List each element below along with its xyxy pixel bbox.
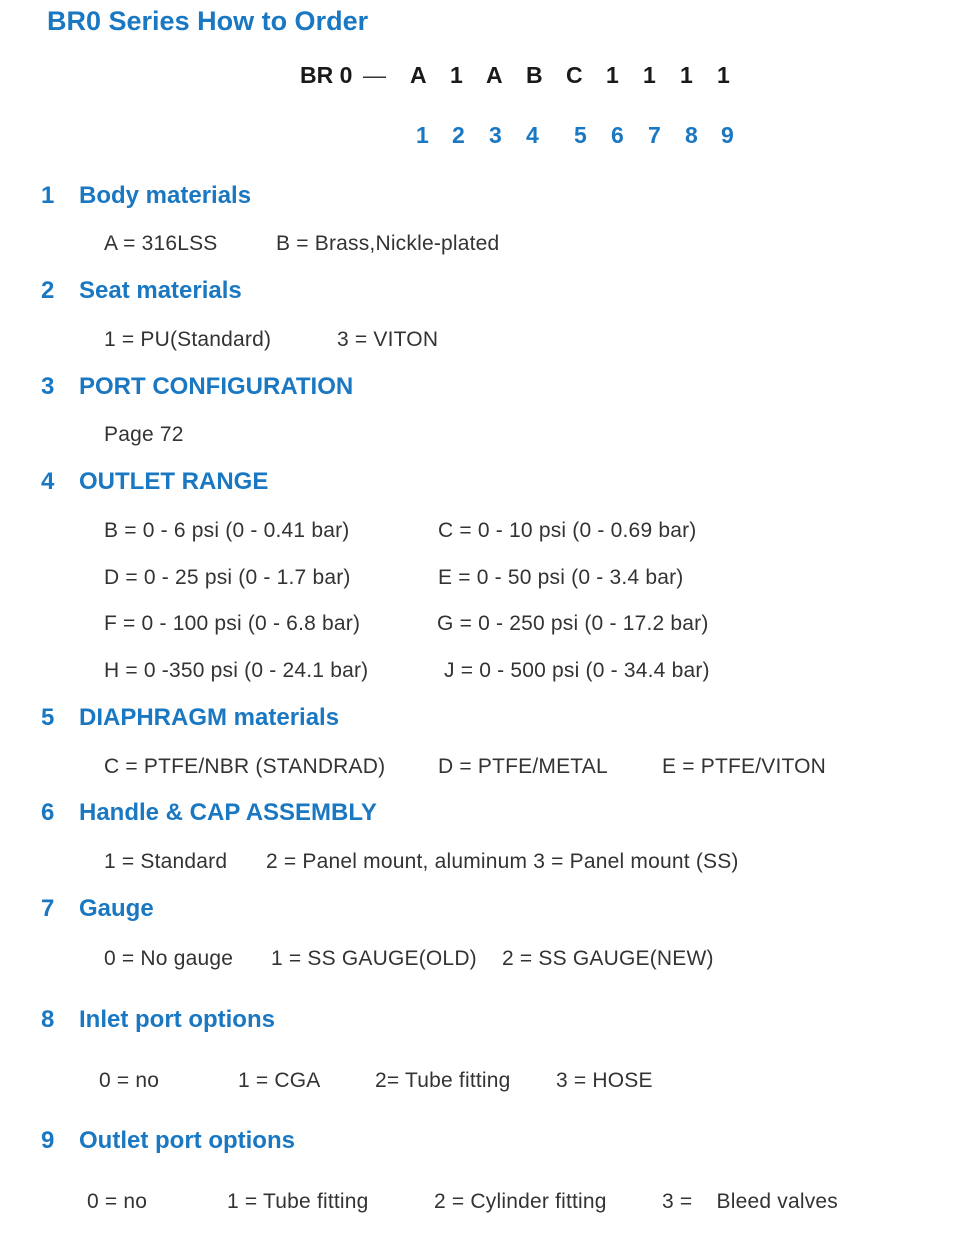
option-item: 2 = SS GAUGE(NEW)	[502, 947, 714, 970]
section-number: 7	[41, 895, 55, 922]
option-item: B = Brass,Nickle-plated	[276, 232, 500, 255]
option-item: 2 = Panel mount, aluminum 3 = Panel mount (SS)	[266, 850, 739, 873]
section-number: 1	[41, 182, 55, 209]
option-item: 1 = CGA	[238, 1069, 321, 1092]
section-number: 8	[41, 1006, 55, 1033]
section-title-handle-cap-assembly: Handle & CAP ASSEMBLY	[79, 799, 377, 826]
option-item: D = 0 - 25 psi (0 - 1.7 bar)	[104, 566, 351, 589]
code-letter-5: C	[566, 62, 583, 88]
section-title-outlet-port-options: Outlet port options	[79, 1127, 295, 1154]
section-number: 6	[41, 799, 55, 826]
code-position-8: 8	[685, 122, 698, 148]
code-letter-4: B	[526, 62, 543, 88]
option-item: 1 = Tube fitting	[227, 1190, 369, 1213]
section-number: 5	[41, 704, 55, 731]
code-position-4: 4	[526, 122, 539, 148]
section-number: 2	[41, 277, 55, 304]
option-item: 2 = Cylinder fitting	[434, 1190, 607, 1213]
option-item: 3 = Bleed valves	[662, 1190, 838, 1213]
code-position-7: 7	[648, 122, 661, 148]
section-number: 3	[41, 373, 55, 400]
option-item: 0 = No gauge	[104, 947, 234, 970]
section-number: 9	[41, 1127, 55, 1154]
code-letter-3: A	[486, 62, 503, 88]
code-position-2: 2	[452, 122, 465, 148]
code-position-5: 5	[574, 122, 587, 148]
code-position-9: 9	[721, 122, 734, 148]
option-item: H = 0 -350 psi (0 - 24.1 bar)	[104, 659, 369, 682]
option-item: 1 = PU(Standard)	[104, 328, 272, 351]
code-position-3: 3	[489, 122, 502, 148]
option-item: 0 = no	[87, 1190, 148, 1213]
section-title-port-configuration: PORT CONFIGURATION	[79, 373, 354, 400]
option-item: 1 = SS GAUGE(OLD)	[271, 947, 477, 970]
option-item: E = 0 - 50 psi (0 - 3.4 bar)	[438, 566, 684, 589]
option-item: C = PTFE/NBR (STANDRAD)	[104, 755, 386, 778]
option-item: J = 0 - 500 psi (0 - 34.4 bar)	[444, 659, 710, 682]
section-title-body-materials: Body materials	[79, 182, 252, 209]
option-item: C = 0 - 10 psi (0 - 0.69 bar)	[438, 519, 697, 542]
option-item: 3 = VITON	[337, 328, 439, 351]
code-letter-7: 1	[643, 62, 656, 88]
option-item: Page 72	[104, 423, 184, 446]
section-title-gauge: Gauge	[79, 895, 154, 922]
option-item: F = 0 - 100 psi (0 - 6.8 bar)	[104, 612, 361, 635]
code-prefix: BR 0	[300, 62, 353, 88]
option-item: 1 = Standard	[104, 850, 228, 873]
section-number: 4	[41, 468, 55, 495]
code-letter-6: 1	[606, 62, 619, 88]
code-letter-9: 1	[717, 62, 730, 88]
option-item: 2= Tube fitting	[375, 1069, 511, 1092]
option-item: A = 316LSS	[104, 232, 218, 255]
option-item: G = 0 - 250 psi (0 - 17.2 bar)	[437, 612, 709, 635]
code-letter-8: 1	[680, 62, 693, 88]
option-item: B = 0 - 6 psi (0 - 0.41 bar)	[104, 519, 350, 542]
section-title-inlet-port-options: Inlet port options	[79, 1006, 275, 1033]
option-item: D = PTFE/METAL	[438, 755, 608, 778]
section-title-outlet-range: OUTLET RANGE	[79, 468, 269, 495]
option-item: 0 = no	[99, 1069, 160, 1092]
option-item: E = PTFE/VITON	[662, 755, 827, 778]
section-title-seat-materials: Seat materials	[79, 277, 242, 304]
page-title: BR0 Series How to Order	[47, 6, 369, 36]
code-position-6: 6	[611, 122, 624, 148]
section-title-diaphragm-materials: DIAPHRAGM materials	[79, 704, 340, 731]
option-item: 3 = HOSE	[556, 1069, 653, 1092]
code-letter-2: 1	[450, 62, 463, 88]
code-letter-1: A	[410, 62, 427, 88]
code-dash: —	[363, 62, 386, 88]
code-position-1: 1	[416, 122, 429, 148]
